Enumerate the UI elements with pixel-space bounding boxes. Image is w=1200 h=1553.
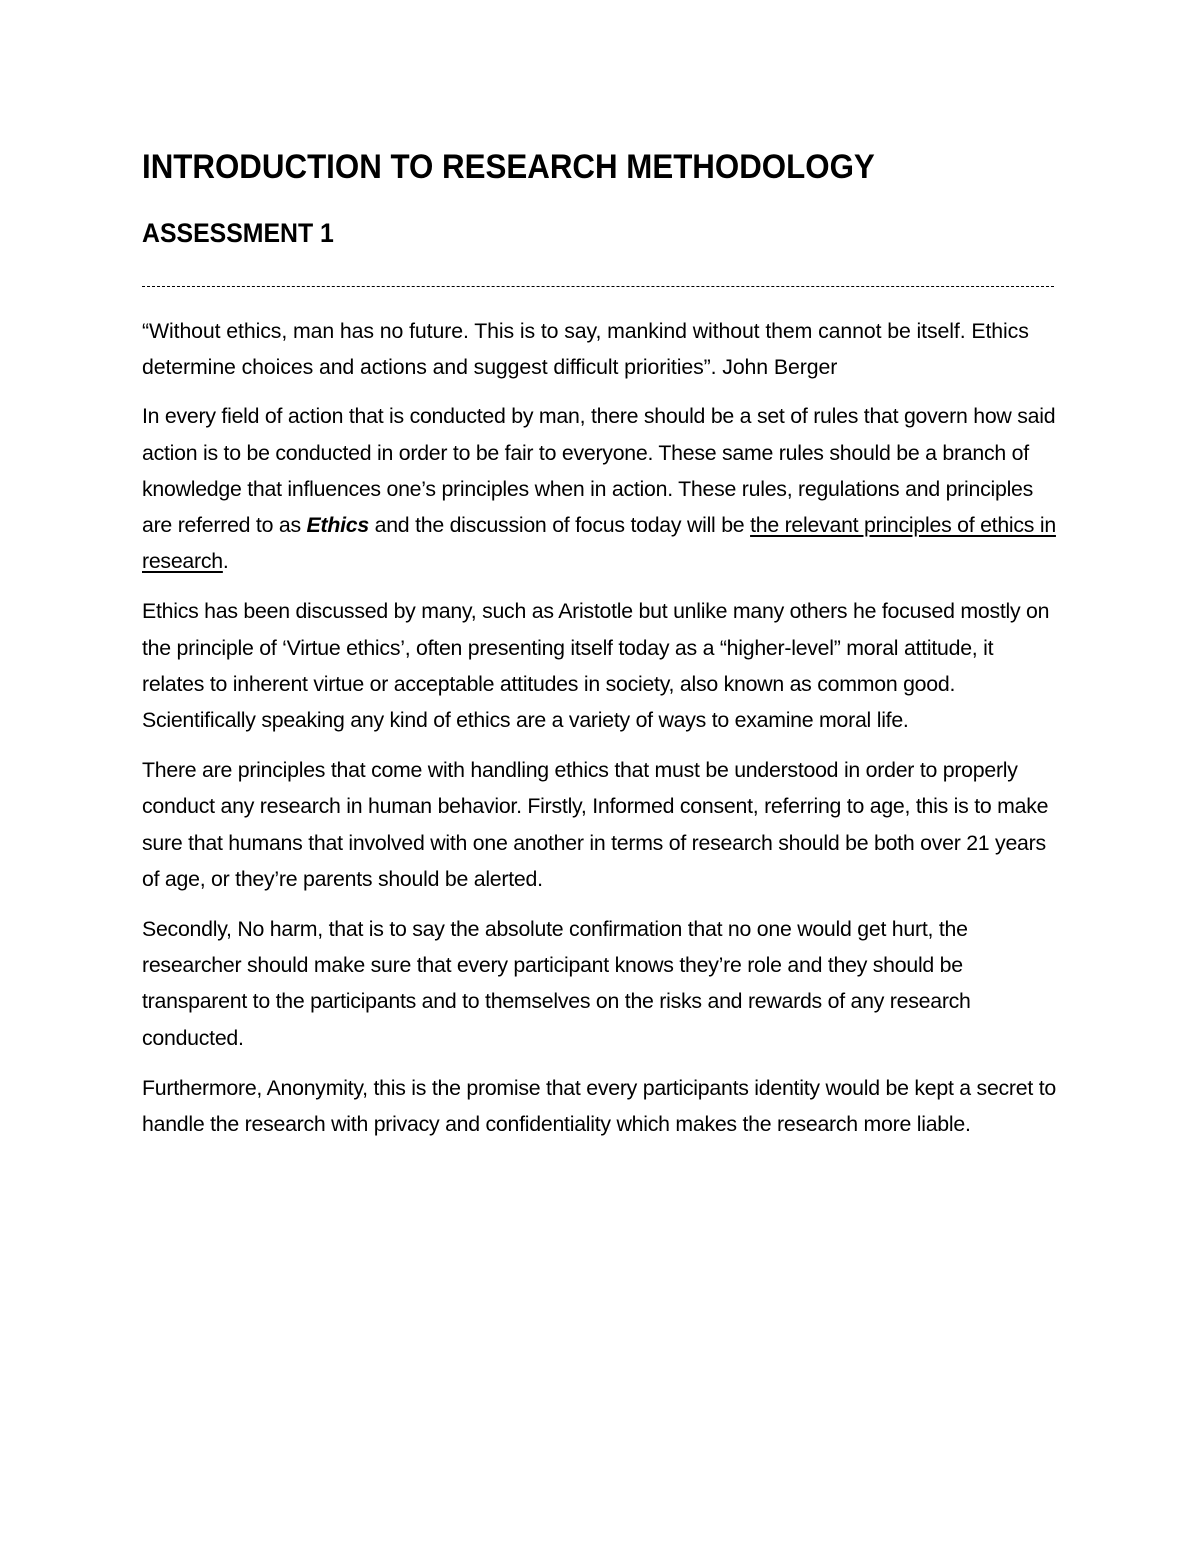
document-body	[142, 313, 1060, 1156]
paragraph-aristotle: Ethics has been discussed by many, such as Aristotle but unlike many others he focused mostly on the principle of ‘Virtue ethics’, often presenting itself today as a “higher-level” moral attitude, it relates to inherent virtue or acceptable attitudes in society, also known as common good. Scientifically speaking any kind of ethics are a variety of ways to examine moral life.	[142, 599, 1050, 733]
paragraph-no-harm: Secondly, No harm, that is to say the absolute confirmation that no one would get hurt, the researcher should make sure that every participant knows they’re role and they should be transparent to the participants and to themselves on the risks and rewards of any research conducted.	[142, 917, 971, 1050]
paragraph-anonymity: Furthermore, Anonymity, this is the promise that every participants identity would be kept a secret to handle the research with privacy and confidentiality which makes the research more liable.	[142, 1075, 1056, 1137]
paragraph-text: .	[222, 549, 229, 574]
paragraph-informed-consent: There are principles that come with handling ethics that must be understood in order to properly conduct any research in human behavior. Firstly, Informed consent, referring to age, this is to make sure that humans that involved with one another in terms of research should be both over 21 years of age, or they’re parents should be alerted.	[142, 758, 1049, 891]
ethics-emphasis: Ethics	[306, 513, 369, 538]
paragraph-text: In every field of action that is conducted by man, there should be a set of rules that govern how said action is to be conducted in order to be fair to everyone. These same rules should be a branch of knowledge that influences one’s principles when in action. These rules, regulations and principles are referred to as	[142, 404, 1056, 538]
underlined-topic: the relevant principles of ethics in research	[142, 513, 1056, 574]
dashed-divider	[142, 286, 1054, 287]
document-subtitle: ASSESSMENT 1	[142, 218, 334, 248]
paragraph-text: and the discussion of focus today will be	[368, 513, 751, 538]
document-title: INTRODUCTION TO RESEARCH METHODOLOGY	[142, 148, 875, 186]
paragraph-ethics-definition	[142, 398, 1060, 579]
opening-quote: “Without ethics, man has no future. This is to say, mankind without them cannot be itself. Ethics determine choices and actions and suggest difficult priorities”. John Berger	[142, 319, 1029, 380]
document-page	[142, 0, 1062, 1553]
